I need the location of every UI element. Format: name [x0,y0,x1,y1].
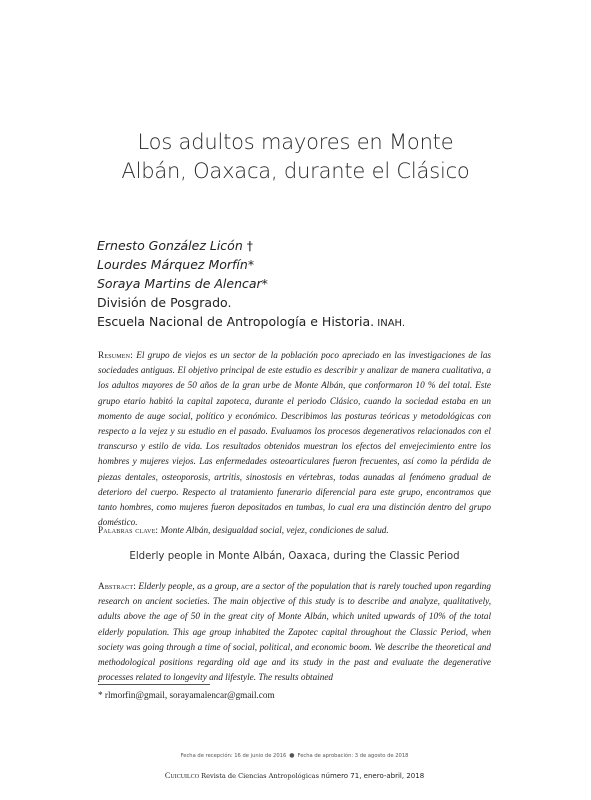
paper-title [90,128,501,186]
palabras-clave-text: Monte Albán, desigualdad social, vejez, condiciones de salud. [158,525,389,535]
footnote-rule [98,684,210,685]
resumen-text: El grupo de viejos es un sector de la población poco apreciado en las investigaciones de las sociedades antiguas. El objetivo principal de este estudio es describir y analizar de manera cualitativa, a los adultos mayores de 50 años de la gran urbe de Monte Albán, que conformaron 10 % del total. Este grupo etario habitó la capital zapoteca, durante el periodo Clásico, cuando la sociedad estaba en un momento de auge social, político y económico. Describimos las posturas teóricas y metodológicas con respecto a la vejez y su estudio en el pasado. Evaluamos los procesos degenerativos relacionados con el transcurso y estilo de vida. Los resultados obtenidos muestran los efectos del envejecimiento entre los hombres y mujeres viejos. Las enfermedades osteoarticulares fueron frecuentes, así como la pérdida de piezas dentales, osteoporosis, artritis, sinostosis en vértebras, todas aunadas al fenómeno gradual de deterioro del cuerpo. Respecto al tratamiento funerario diferencial para este grupo, encontramos que tanto hombres, como mujeres fueron depositados en tumbas, lo cual era una distinción dentro del grupo doméstico. [98,350,491,528]
journal-subtitle: Revista de Ciencias Antropológicas [201,772,319,780]
palabras-clave-label: Palabras clave: [98,525,159,535]
affiliation-line [97,312,517,333]
paper-title-line-1: Los adultos mayores en Monte [137,130,454,154]
author-block [97,236,517,333]
footnote: * rlmorfin@gmail, sorayamalencar@gmail.com [98,690,275,700]
affiliation-abbr: INAH. [374,318,406,329]
bullet-icon: ● [289,752,295,759]
deceased-mark: † [242,238,253,253]
journal-footer [98,771,491,780]
resumen-paragraph [98,348,491,530]
author-name: Lourdes Márquez Morfín* [97,257,255,272]
author-name [97,236,517,255]
palabras-clave [98,525,491,535]
abstract-label: Abstract: [98,581,136,591]
received-date: Fecha de recepción: 16 de junio de 2016 [180,753,287,759]
article-dates [98,752,491,759]
author-name: Soraya Martins de Alencar* [97,276,268,291]
accepted-date: Fecha de aprobación: 3 de agosto de 2018 [297,753,409,759]
journal-name: Cuicuilco [164,771,200,780]
abstract-paragraph [98,579,491,685]
resumen-label: Resumen: [98,350,133,360]
paper-title-line-2: Albán, Oaxaca, durante el Clásico [121,159,470,183]
abstract-text: Elderly people, as a group, are a sector of the population that is rarely touched upon regarding research on ancient societies. The main objective of this study is to describe and analyze, qualitatively, adults above the age of 50 in the great city of Monte Albán, which united upwards of 10% of the total elderly population. This age group inhabited the Zapotec capital throughout the Classic Period, when society was going through a time of social, political, and economic boom. We describe the theoretical and methodological positions regarding old age and its study in the past and evaluate the degenerative processes related to longevity and lifestyle. The results obtained [98,581,491,683]
journal-issue: número 71, enero-abril, 2018 [321,772,425,780]
affiliation-line: División de Posgrado. [97,295,232,310]
english-title: Elderly people in Monte Albán, Oaxaca, during the Classic Period [129,551,460,562]
author-name-text: Ernesto González Licón [97,238,243,253]
affiliation-text: Escuela Nacional de Antropología e Historia. [97,314,375,329]
